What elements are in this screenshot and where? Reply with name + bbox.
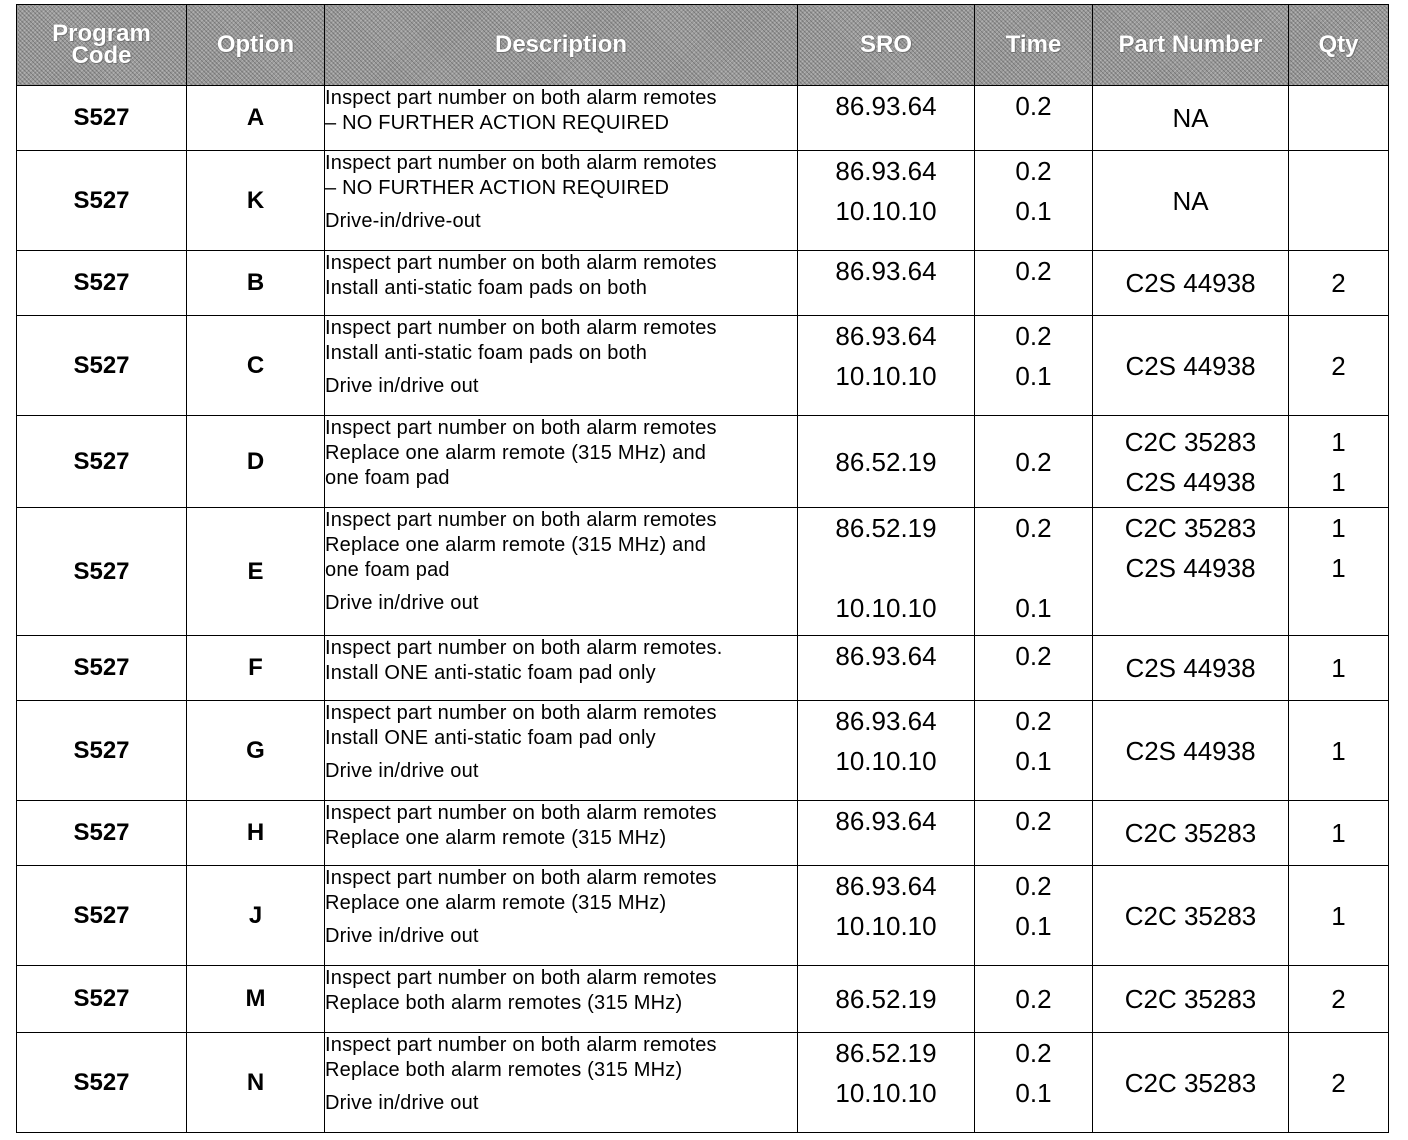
sro-value: 86.52.19 <box>835 446 937 477</box>
time-cell <box>975 316 1093 416</box>
description-line: Inspect part number on both alarm remotes <box>325 317 717 339</box>
part-number-cell <box>1093 1033 1289 1133</box>
table-row <box>17 801 1389 866</box>
time-value: 0.2 <box>1015 446 1052 477</box>
time-value: 0.1 <box>1015 746 1052 776</box>
qty-cell <box>1289 251 1389 316</box>
header-program-code: Program Code <box>17 5 187 86</box>
table-row <box>17 636 1389 701</box>
qty-value: 1 <box>1331 735 1346 766</box>
part-number-value: NA <box>1172 103 1209 133</box>
qty-value: 1 <box>1331 513 1346 543</box>
qty-value <box>1289 181 1388 221</box>
program-code-cell: S527 <box>17 151 187 251</box>
sro-cell <box>798 636 975 701</box>
spacer <box>798 548 974 588</box>
qty-value: 2 <box>1331 1067 1346 1098</box>
part-number-cell <box>1093 508 1289 636</box>
time-value: 0.1 <box>1015 911 1052 941</box>
header-time: Time <box>975 5 1093 86</box>
description-cell <box>325 316 798 416</box>
description-cell <box>325 86 798 151</box>
part-number-cell <box>1093 701 1289 801</box>
option-cell: F <box>187 636 325 701</box>
option-cell: N <box>187 1033 325 1133</box>
time-value: 0.2 <box>1015 706 1052 736</box>
sro-value: 10.10.10 <box>835 593 937 623</box>
program-code-cell: S527 <box>17 251 187 316</box>
part-number-value: C2C 35283 <box>1124 1067 1257 1098</box>
program-code-cell: S527 <box>17 866 187 966</box>
table-row <box>17 86 1389 151</box>
description-line: Drive-in/drive-out <box>325 210 481 232</box>
table-row <box>17 251 1389 316</box>
program-code-cell: S527 <box>17 966 187 1033</box>
description-line: Replace both alarm remotes (315 MHz) <box>325 1059 683 1081</box>
description-cell <box>325 251 798 316</box>
part-number-value: C2C 35283 <box>1124 900 1257 931</box>
description-line: Replace one alarm remote (315 MHz) <box>325 827 667 849</box>
qty-value: 1 <box>1331 900 1346 931</box>
part-number-cell <box>1093 636 1289 701</box>
program-code-cell: S527 <box>17 636 187 701</box>
qty-value: 1 <box>1331 653 1346 683</box>
qty-cell <box>1289 416 1389 508</box>
qty-value: 2 <box>1331 268 1346 298</box>
time-value: 0.2 <box>1015 256 1052 286</box>
part-number-value: C2S 44938 <box>1125 553 1256 583</box>
description-line: Install anti-static foam pads on both <box>325 342 648 364</box>
program-code-cell: S527 <box>17 416 187 508</box>
time-value: 0.2 <box>1015 91 1052 121</box>
program-code-cell: S527 <box>17 86 187 151</box>
description-cell <box>325 866 798 966</box>
qty-value: 2 <box>1331 984 1346 1014</box>
qty-cell <box>1289 966 1389 1033</box>
time-value: 0.1 <box>1015 1078 1052 1108</box>
sro-value: 86.93.64 <box>835 91 937 121</box>
qty-cell <box>1289 801 1389 866</box>
part-number-cell <box>1093 866 1289 966</box>
sro-value: 10.10.10 <box>835 746 937 776</box>
sro-cell <box>798 966 975 1033</box>
part-number-cell <box>1093 966 1289 1033</box>
description-line: Drive in/drive out <box>325 760 479 782</box>
header-description: Description <box>325 5 798 86</box>
sro-value: 86.93.64 <box>835 871 937 901</box>
part-number-value: C2S 44938 <box>1125 350 1256 381</box>
time-cell <box>975 966 1093 1033</box>
part-number-value: C2S 44938 <box>1125 466 1256 497</box>
description-line: Install anti-static foam pads on both <box>325 277 648 299</box>
description-line: Inspect part number on both alarm remotes <box>325 509 717 531</box>
sro-cell <box>798 508 975 636</box>
description-line: Inspect part number on both alarm remotes <box>325 87 717 109</box>
option-cell: C <box>187 316 325 416</box>
qty-cell <box>1289 866 1389 966</box>
time-cell <box>975 86 1093 151</box>
description-line: one foam pad <box>325 559 450 581</box>
qty-cell <box>1289 151 1389 251</box>
part-number-value: C2S 44938 <box>1125 268 1256 298</box>
program-code-cell: S527 <box>17 1033 187 1133</box>
time-cell <box>975 251 1093 316</box>
description-line: Inspect part number on both alarm remotes <box>325 967 717 989</box>
part-number-value: C2C 35283 <box>1124 426 1257 457</box>
description-line: Inspect part number on both alarm remotes <box>325 802 717 824</box>
option-cell: K <box>187 151 325 251</box>
time-value: 0.2 <box>1015 984 1052 1014</box>
qty-cell <box>1289 701 1389 801</box>
description-line: Inspect part number on both alarm remotes <box>325 417 717 439</box>
time-value: 0.2 <box>1015 871 1052 901</box>
part-number-cell <box>1093 151 1289 251</box>
sro-cell <box>798 866 975 966</box>
table-row <box>17 151 1389 251</box>
sro-value: 86.52.19 <box>835 513 937 543</box>
option-cell: A <box>187 86 325 151</box>
option-cell: E <box>187 508 325 636</box>
spacer <box>975 548 1092 588</box>
description-cell <box>325 801 798 866</box>
option-cell: H <box>187 801 325 866</box>
qty-cell <box>1289 86 1389 151</box>
description-cell <box>325 151 798 251</box>
time-value: 0.1 <box>1015 593 1052 623</box>
qty-value: 1 <box>1331 818 1346 848</box>
description-line: Replace one alarm remote (315 MHz) and <box>325 534 707 556</box>
description-line: one foam pad <box>325 467 450 489</box>
description-line: Inspect part number on both alarm remotes <box>325 152 717 174</box>
time-cell <box>975 1033 1093 1133</box>
sro-value: 86.52.19 <box>835 1038 937 1068</box>
qty-cell <box>1289 508 1389 636</box>
table-row <box>17 701 1389 801</box>
sro-value: 86.93.64 <box>835 256 937 286</box>
program-code-cell: S527 <box>17 316 187 416</box>
time-cell <box>975 636 1093 701</box>
sro-cell <box>798 416 975 508</box>
sro-value: 86.93.64 <box>835 156 937 186</box>
time-value: 0.2 <box>1015 806 1052 836</box>
qty-cell <box>1289 316 1389 416</box>
option-cell: G <box>187 701 325 801</box>
sro-value: 10.10.10 <box>835 911 937 941</box>
description-line: Install ONE anti-static foam pad only <box>325 662 656 684</box>
qty-value: 2 <box>1331 350 1346 381</box>
description-line: Replace one alarm remote (315 MHz) <box>325 892 667 914</box>
sro-value: 10.10.10 <box>835 196 937 226</box>
program-code-cell: S527 <box>17 508 187 636</box>
table-row <box>17 416 1389 508</box>
time-value: 0.2 <box>1015 156 1052 186</box>
table-body <box>17 86 1389 1133</box>
header-option: Option <box>187 5 325 86</box>
table-row <box>17 316 1389 416</box>
qty-value: 1 <box>1331 466 1346 497</box>
sro-value: 86.93.64 <box>835 641 937 671</box>
description-cell <box>325 636 798 701</box>
description-cell <box>325 508 798 636</box>
time-value: 0.2 <box>1015 513 1052 543</box>
sro-value: 10.10.10 <box>835 361 937 391</box>
table-row <box>17 866 1389 966</box>
part-number-cell <box>1093 316 1289 416</box>
description-line: Drive in/drive out <box>325 592 479 614</box>
part-number-value: C2C 35283 <box>1124 513 1257 543</box>
description-cell <box>325 701 798 801</box>
time-value: 0.2 <box>1015 641 1052 671</box>
time-cell <box>975 701 1093 801</box>
qty-cell <box>1289 636 1389 701</box>
description-line: Inspect part number on both alarm remotes <box>325 702 717 724</box>
sro-cell <box>798 251 975 316</box>
description-line: Install ONE anti-static foam pad only <box>325 727 656 749</box>
program-code-cell: S527 <box>17 701 187 801</box>
part-number-cell <box>1093 801 1289 866</box>
part-number-cell <box>1093 251 1289 316</box>
header-sro: SRO <box>798 5 975 86</box>
time-cell <box>975 151 1093 251</box>
header-row <box>17 5 1389 86</box>
table-row <box>17 1033 1389 1133</box>
qty-value: 1 <box>1331 426 1346 457</box>
time-cell <box>975 508 1093 636</box>
description-line: Inspect part number on both alarm remotes <box>325 1034 717 1056</box>
sro-value: 10.10.10 <box>835 1078 937 1108</box>
part-number-cell <box>1093 416 1289 508</box>
part-number-value: C2C 35283 <box>1124 818 1257 848</box>
qty-cell <box>1289 1033 1389 1133</box>
description-cell <box>325 966 798 1033</box>
time-value: 0.1 <box>1015 196 1052 226</box>
time-cell <box>975 801 1093 866</box>
sro-cell <box>798 701 975 801</box>
option-cell: J <box>187 866 325 966</box>
option-cell: M <box>187 966 325 1033</box>
part-number-value: NA <box>1172 185 1209 216</box>
description-cell <box>325 416 798 508</box>
part-number-cell <box>1093 86 1289 151</box>
part-number-value: C2S 44938 <box>1125 653 1256 683</box>
sro-cell <box>798 801 975 866</box>
sro-value: 86.93.64 <box>835 706 937 736</box>
sro-value: 86.93.64 <box>835 806 937 836</box>
qty-value: 1 <box>1331 553 1346 583</box>
description-cell <box>325 1033 798 1133</box>
time-cell <box>975 416 1093 508</box>
table-row <box>17 966 1389 1033</box>
part-number-value: C2C 35283 <box>1124 984 1257 1014</box>
description-line: Replace one alarm remote (315 MHz) and <box>325 442 707 464</box>
sro-value: 86.52.19 <box>835 984 937 1014</box>
time-value: 0.2 <box>1015 1038 1052 1068</box>
description-line: Inspect part number on both alarm remotes. <box>325 637 723 659</box>
description-line: Replace both alarm remotes (315 MHz) <box>325 992 683 1014</box>
program-code-cell: S527 <box>17 801 187 866</box>
time-value: 0.2 <box>1015 321 1052 351</box>
description-line: Inspect part number on both alarm remotes <box>325 252 717 274</box>
time-cell <box>975 866 1093 966</box>
part-number-value: C2S 44938 <box>1125 735 1256 766</box>
description-line: Drive in/drive out <box>325 925 479 947</box>
description-line: – NO FURTHER ACTION REQUIRED <box>325 112 670 134</box>
option-cell: B <box>187 251 325 316</box>
option-cell: D <box>187 416 325 508</box>
header-part-number: Part Number <box>1093 5 1289 86</box>
description-line: Drive in/drive out <box>325 1092 479 1114</box>
description-line: – NO FURTHER ACTION REQUIRED <box>325 177 670 199</box>
description-line: Inspect part number on both alarm remotes <box>325 867 717 889</box>
header-qty: Qty <box>1289 5 1389 86</box>
description-line: Drive in/drive out <box>325 375 479 397</box>
labor-operations-table <box>16 4 1389 1133</box>
sro-cell <box>798 86 975 151</box>
table-row <box>17 508 1389 636</box>
sro-value: 86.93.64 <box>835 321 937 351</box>
sro-cell <box>798 1033 975 1133</box>
sro-cell <box>798 316 975 416</box>
sro-cell <box>798 151 975 251</box>
qty-value <box>1289 98 1388 138</box>
time-value: 0.1 <box>1015 361 1052 391</box>
